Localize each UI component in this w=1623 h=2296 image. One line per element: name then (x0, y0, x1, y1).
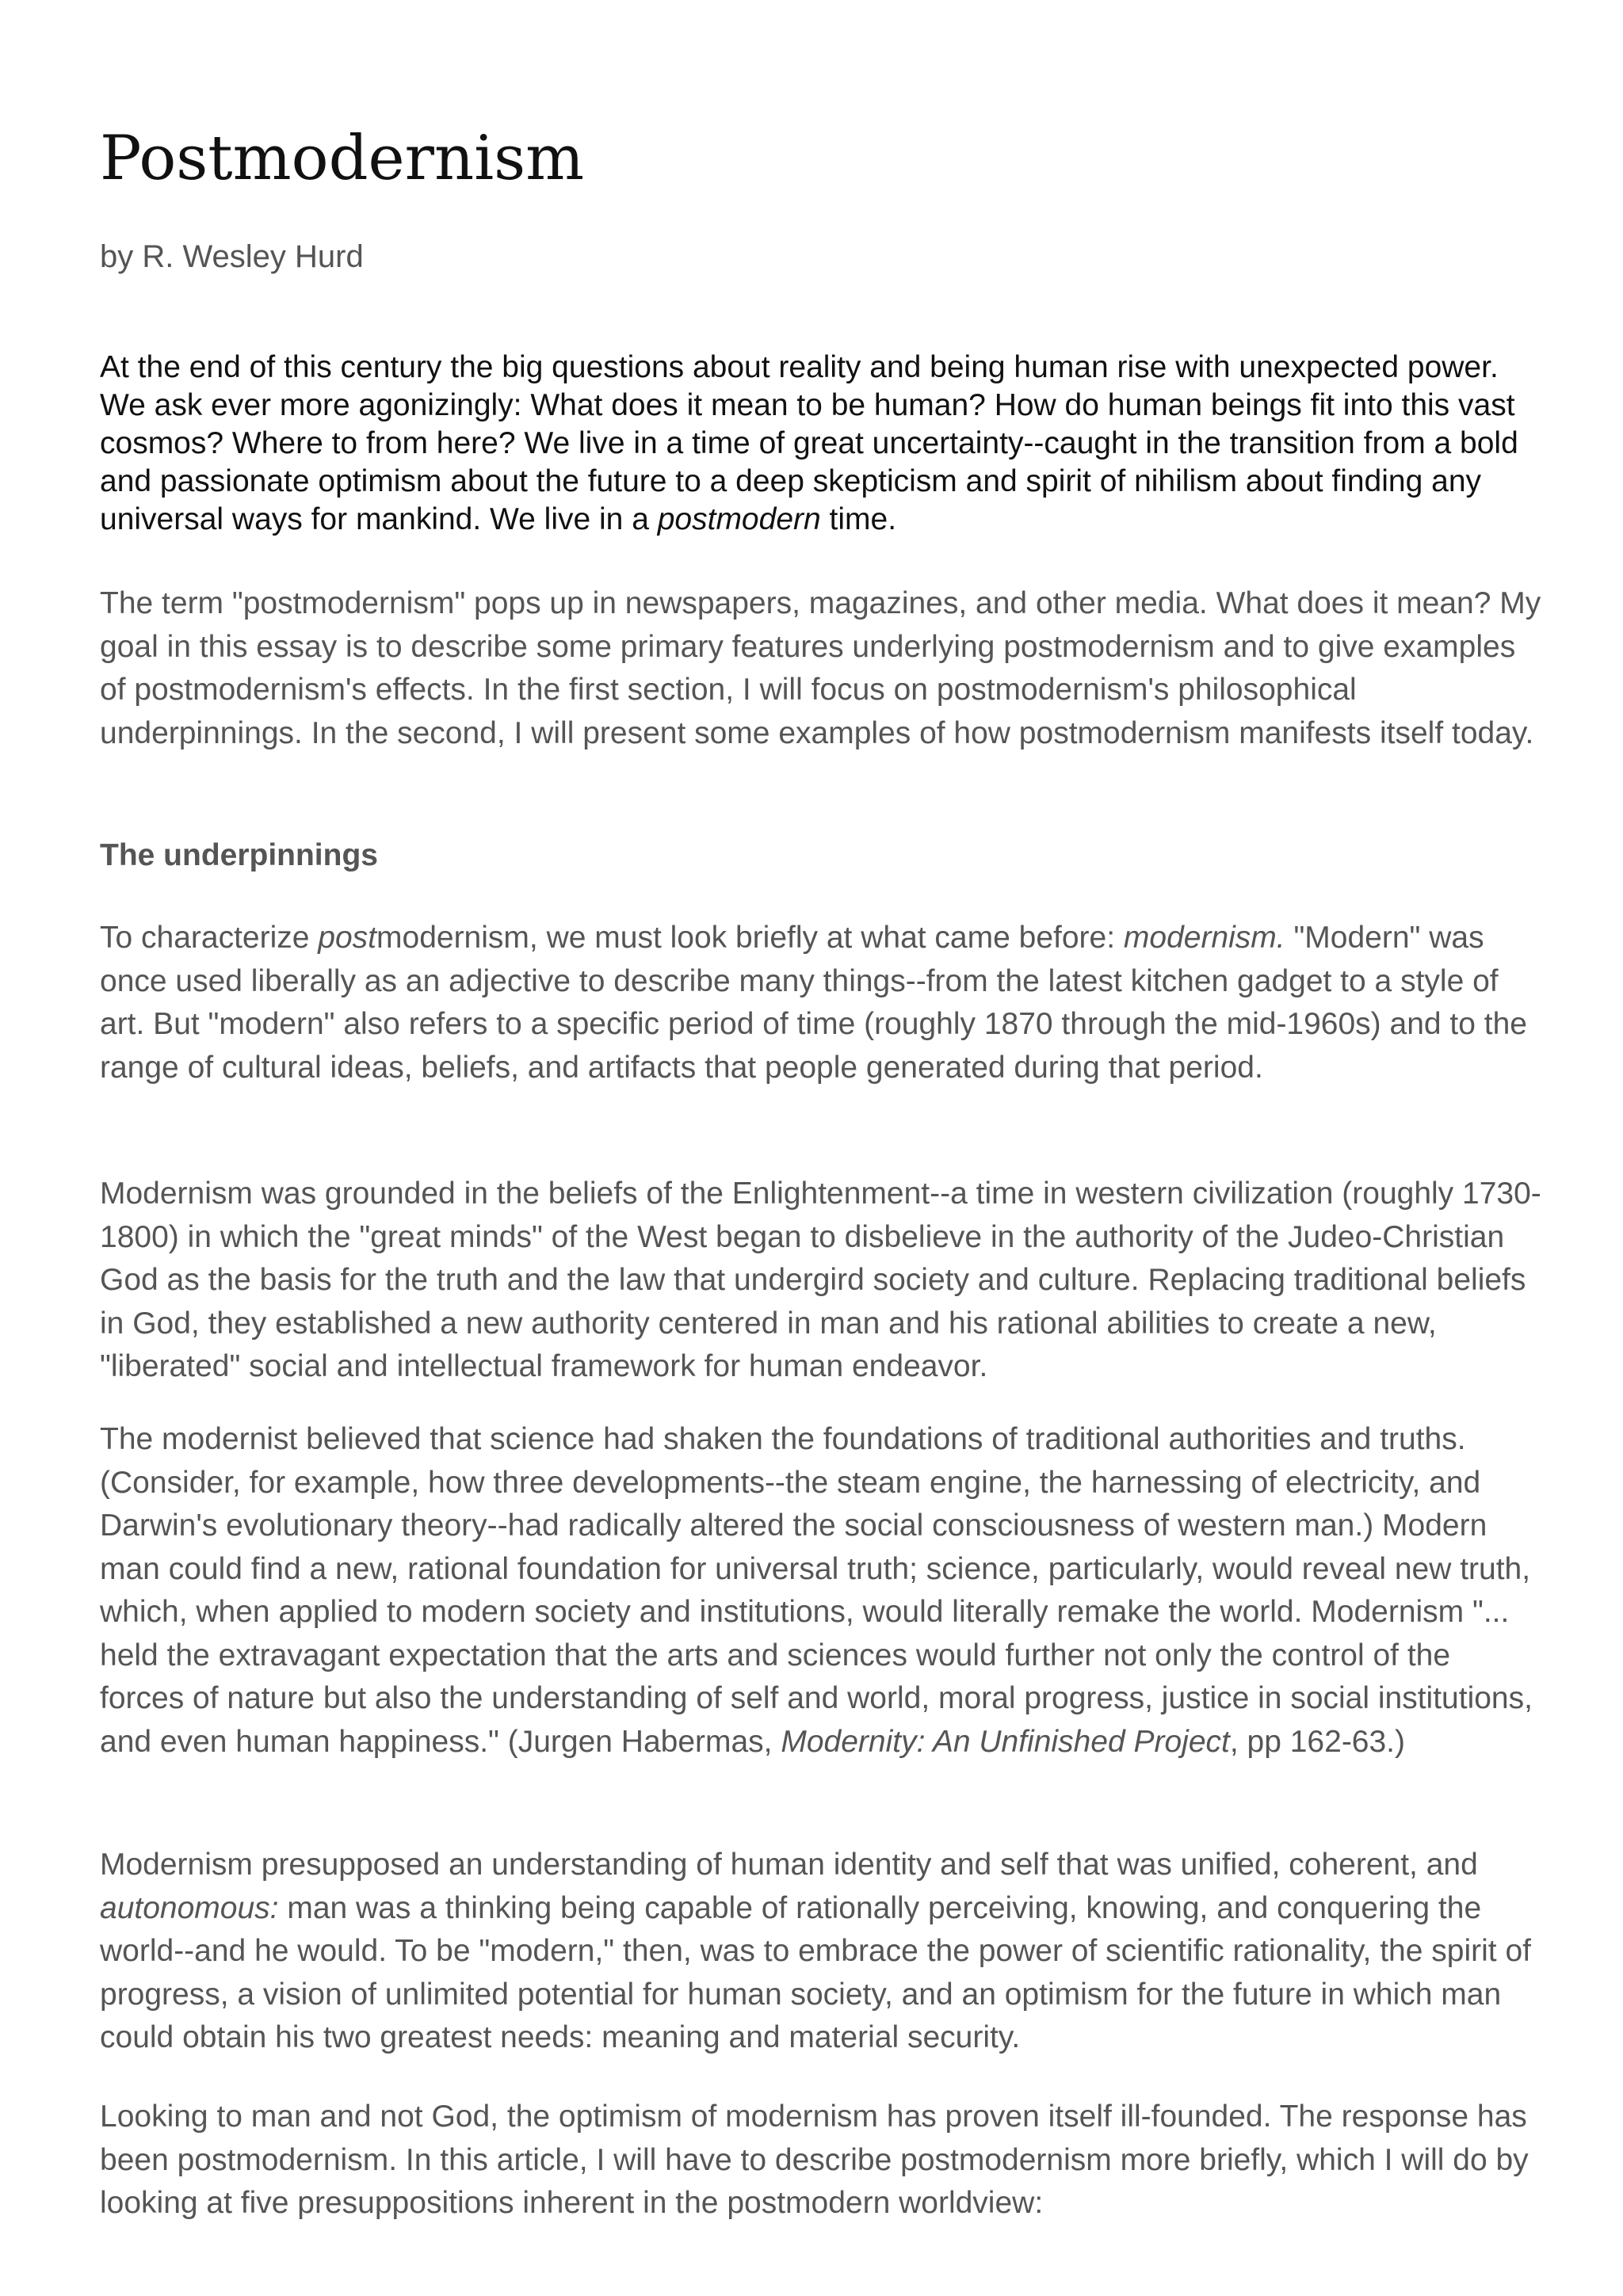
paragraph-purpose: The term "postmodernism" pops up in newspapers, magazines, and other media. What does it mean? My goal in this essay is to describe some primary features underlying postmodernism and to give examples of postmodernism's effects. In the first section, I will focus on postmodernism's philosophical underpinnings. In the second, I will present some examples of how postmodernism manifests itself today. (100, 586, 1541, 750)
p3-emphasis-post: post (318, 921, 377, 955)
page-title: Postmodernism (100, 123, 585, 194)
p5-text-a: The modernist believed that science had shaken the foundations of traditional authorities and truths. (Consider, for example, how three developments--the steam engine, the harnessing of electricity, and Darwin's evolutionary theory--had radically altered the social consciousness of western man.) Modern man could find a new, rational foundation for universal truth; science, particularly, would reveal new truth, which, when applied to modern society and institutions, would literally remake the world. Modernism "... held the extravagant expectation that the arts and sciences would further not only the control of the forces of nature but also the understanding of self and world, moral progress, justice in social institutions, and even human happiness." (Jurgen Habermas, (100, 1422, 1533, 1759)
p3-text-c: "Modern" was once used liberally as an adjective to describe many things--from the latest kitchen gadget to a style of art. But "modern" also refers to a specific period of time (roughly 1870 through the mid-1960s) and to the range of cultural ideas, beliefs, and artifacts that people generated during that period. (100, 921, 1527, 1085)
author-byline: by R. Wesley Hurd (100, 239, 364, 274)
paragraph-modernism-definition (100, 917, 1542, 1089)
section-heading: The underpinnings (100, 838, 378, 872)
p3-emphasis-modernism: modernism. (1123, 921, 1285, 955)
p6-emphasis-autonomous: autonomous: (100, 1890, 279, 1925)
paragraph-human-identity (100, 1844, 1542, 2060)
p6-text-a: Modernism presupposed an understanding of human identity and self that was unified, coherent, and (100, 1848, 1478, 1882)
p3-text-b: modernism, we must look briefly at what came before: (376, 921, 1124, 955)
intro-text-end: time. (820, 502, 897, 536)
p5-citation-title: Modernity: An Unfinished Project (781, 1724, 1230, 1759)
paragraph-postmodern-response: Looking to man and not God, the optimism of modernism has proven itself ill-founded. The response has been postmodernism. In this article, I will have to describe postmodernism more briefly, which I will do by looking at five presuppositions inherent in the postmodern worldview: (100, 2100, 1529, 2220)
p6-text-b: man was a thinking being capable of rationally perceiving, knowing, and conquering the world--and he would. To be "modern," then, was to embrace the power of scientific rationality, the spirit of progress, a vision of unlimited potential for human society, and an optimism for the future in which man could obtain his two greatest needs: meaning and material security. (100, 1890, 1531, 2054)
intro-text: At the end of this century the big questions about reality and being human rise with unexpected power. We ask ever more agonizingly: What does it mean to be human? How do human beings fit into this vast cosmos? Where to from here? We live in a time of great uncertainty--caught in the transition from a bold and passionate optimism about the future to a deep skepticism and spirit of nihilism about finding any universal ways for mankind. We live in a (100, 350, 1518, 536)
p5-text-b: , pp 162-63.) (1229, 1724, 1406, 1759)
p3-text-a: To characterize (100, 921, 319, 955)
paragraph-modernist-science (100, 1418, 1542, 1764)
intro-emphasis: postmodern (657, 502, 821, 536)
paragraph-enlightenment: Modernism was grounded in the beliefs of the Enlightenment--a time in western civilization (roughly 1730-1800) in which the "great minds" of the West began to disbelieve in the authority of the Judeo-Christian God as the basis for the truth and the law that undergird society and culture. Replacing traditional beliefs in God, they established a new authority centered in man and his rational abilities to create a new, "liberated" social and intellectual framework for human endeavor. (100, 1177, 1541, 1383)
intro-paragraph (100, 349, 1542, 539)
